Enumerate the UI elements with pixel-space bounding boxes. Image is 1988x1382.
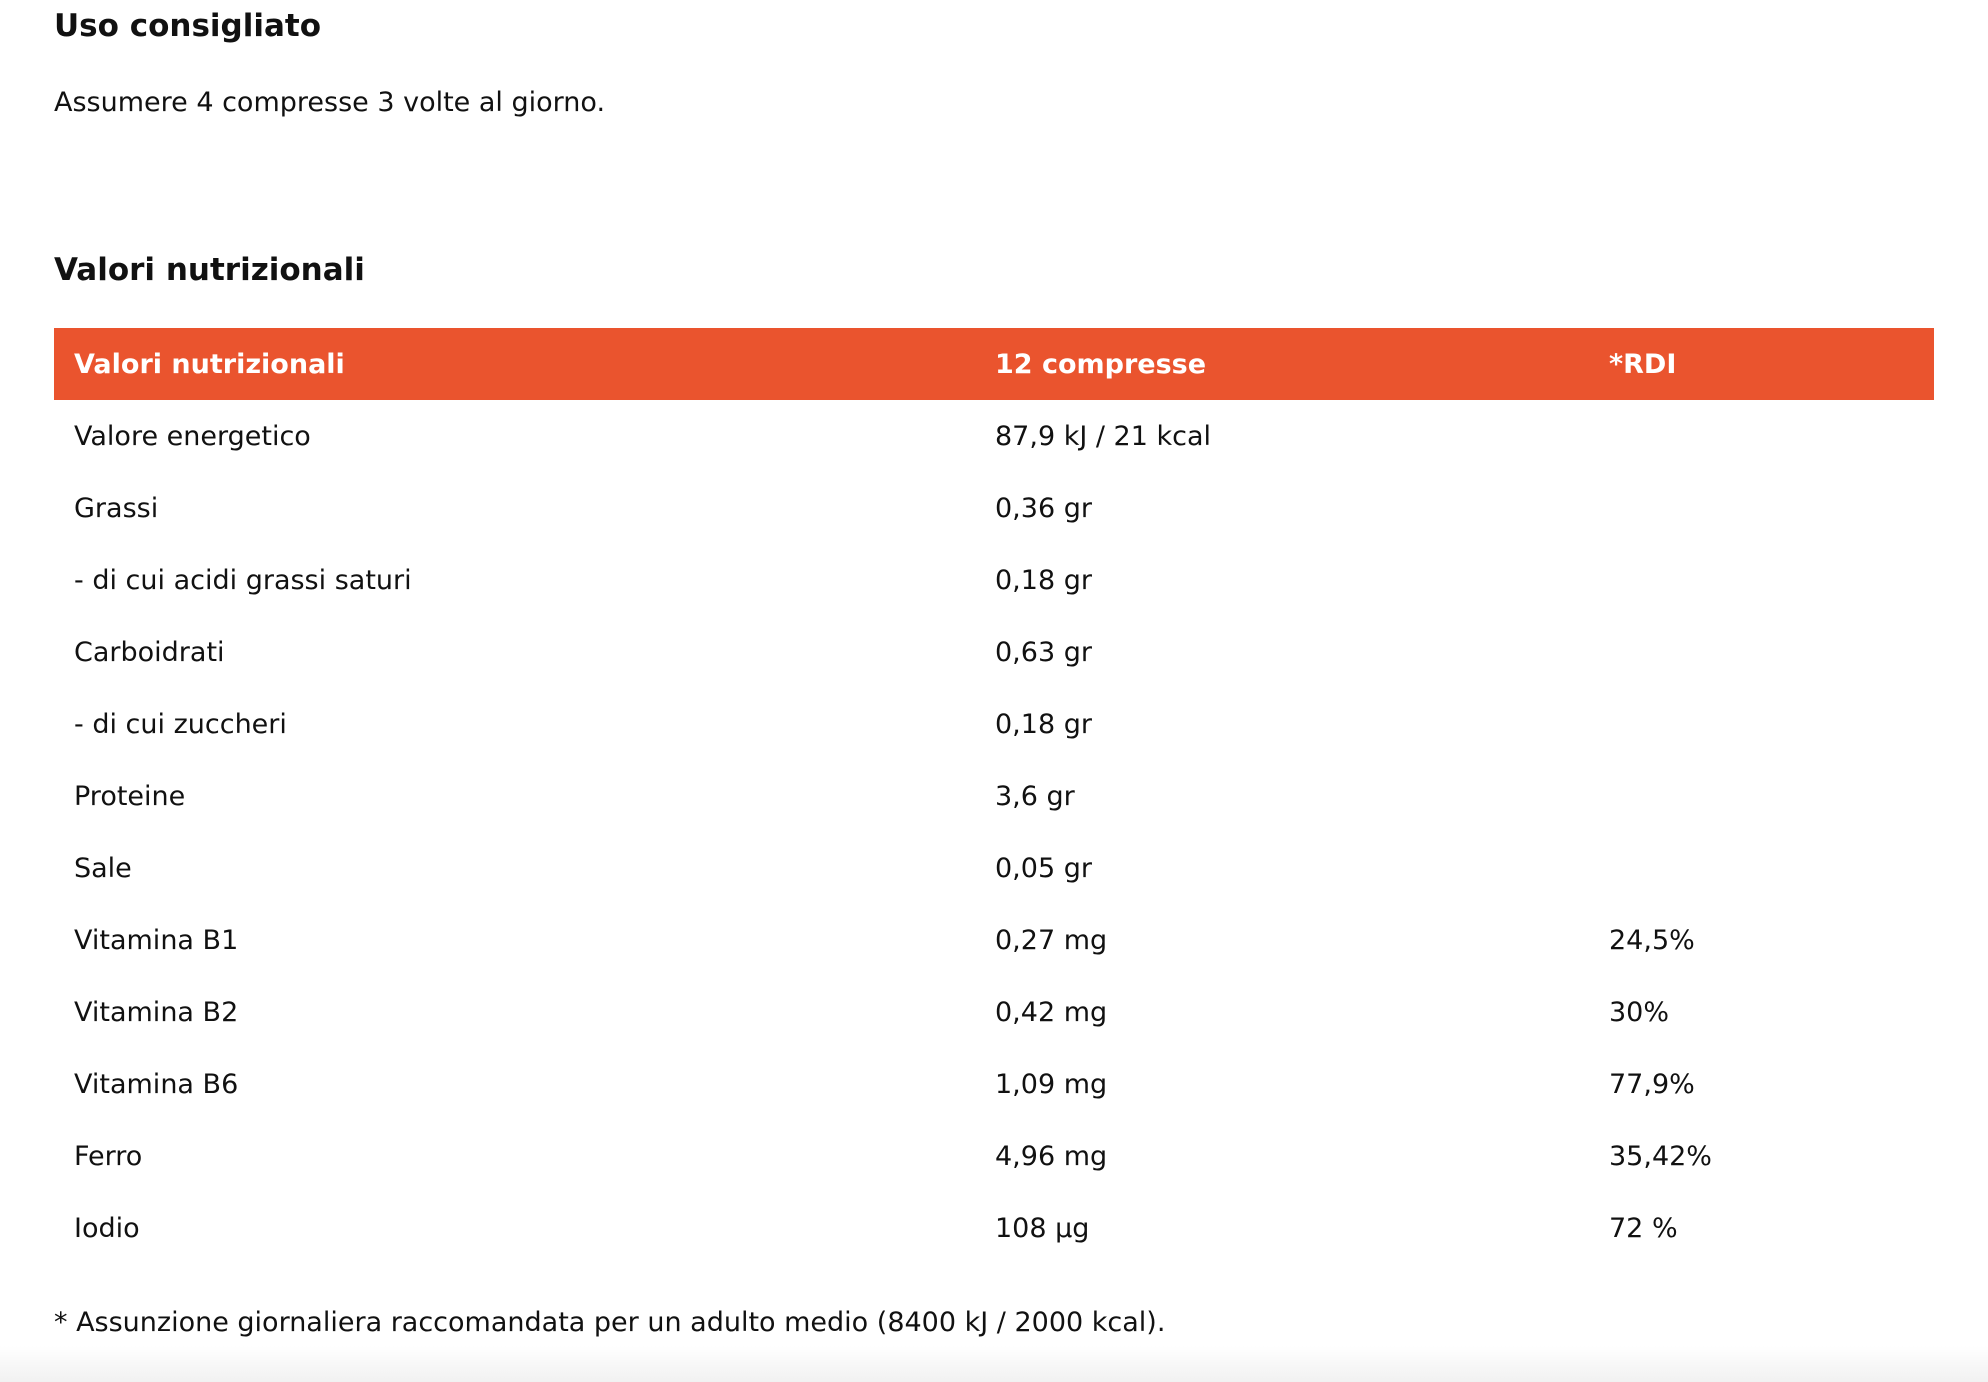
column-header-amount: 12 compresse: [995, 348, 1207, 380]
nutrient-name: Ferro: [74, 1140, 143, 1172]
nutrient-name: Valore energetico: [74, 420, 311, 452]
table-row: [54, 832, 1934, 904]
nutrient-rdi: 30%: [1609, 996, 1670, 1028]
nutrient-amount: 108 µg: [995, 1212, 1090, 1244]
nutrient-rdi: [1589, 472, 1934, 544]
nutrient-amount: 4,96 mg: [995, 1140, 1108, 1172]
nutrient-amount: 1,09 mg: [995, 1068, 1108, 1100]
bottom-fade: [0, 1346, 1988, 1382]
nutrient-amount: 0,05 gr: [995, 852, 1092, 884]
nutrient-amount: 0,18 gr: [995, 708, 1092, 740]
nutrient-name: Iodio: [74, 1212, 140, 1244]
nutrient-name: - di cui zuccheri: [74, 708, 287, 740]
nutrient-amount: 0,27 mg: [995, 924, 1108, 956]
nutrient-rdi: [1589, 688, 1934, 760]
nutrient-rdi: [1589, 832, 1934, 904]
table-row: [54, 976, 1934, 1048]
column-header-rdi: *RDI: [1609, 348, 1677, 380]
nutrient-name: Vitamina B1: [74, 924, 239, 956]
usage-text: Assumere 4 compresse 3 volte al giorno.: [54, 87, 606, 118]
nutrient-name: Vitamina B6: [74, 1068, 239, 1100]
nutrient-rdi: 24,5%: [1609, 924, 1695, 956]
table-row: [54, 544, 1934, 616]
nutrient-rdi: [1589, 544, 1934, 616]
table-row: [54, 616, 1934, 688]
nutrient-rdi: 35,42%: [1609, 1140, 1712, 1172]
rdi-footnote: * Assunzione giornaliera raccomandata per un adulto medio (8400 kJ / 2000 kcal).: [54, 1307, 1166, 1338]
nutrition-heading: Valori nutrizionali: [54, 252, 365, 288]
nutrient-name: Carboidrati: [74, 636, 225, 668]
nutrient-amount: 87,9 kJ / 21 kcal: [995, 420, 1212, 452]
nutrient-name: Proteine: [74, 780, 186, 812]
nutrient-amount: 0,63 gr: [995, 636, 1092, 668]
nutrient-amount: 3,6 gr: [995, 780, 1075, 812]
nutrient-rdi: 77,9%: [1609, 1068, 1695, 1100]
table-row: [54, 1048, 1934, 1120]
nutrient-name: Sale: [74, 852, 132, 884]
column-header-nutrient: Valori nutrizionali: [74, 348, 345, 380]
nutrient-amount: 0,18 gr: [995, 564, 1092, 596]
nutrient-amount: 0,42 mg: [995, 996, 1108, 1028]
table-row: [54, 400, 1934, 472]
nutrient-name: Vitamina B2: [74, 996, 239, 1028]
usage-heading: Uso consigliato: [54, 8, 322, 44]
table-row: [54, 760, 1934, 832]
nutrition-table-header-row: [54, 328, 1934, 400]
nutrient-rdi: [1589, 400, 1934, 472]
table-row: [54, 472, 1934, 544]
table-row: [54, 1192, 1934, 1264]
table-row: [54, 904, 1934, 976]
nutrient-rdi: 72 %: [1609, 1212, 1678, 1244]
nutrient-rdi: [1589, 760, 1934, 832]
table-row: [54, 1120, 1934, 1192]
nutrient-name: - di cui acidi grassi saturi: [74, 564, 412, 596]
nutrient-rdi: [1589, 616, 1934, 688]
nutrient-name: Grassi: [74, 492, 159, 524]
table-row: [54, 688, 1934, 760]
nutrient-amount: 0,36 gr: [995, 492, 1092, 524]
nutrition-table: [54, 328, 1934, 1264]
